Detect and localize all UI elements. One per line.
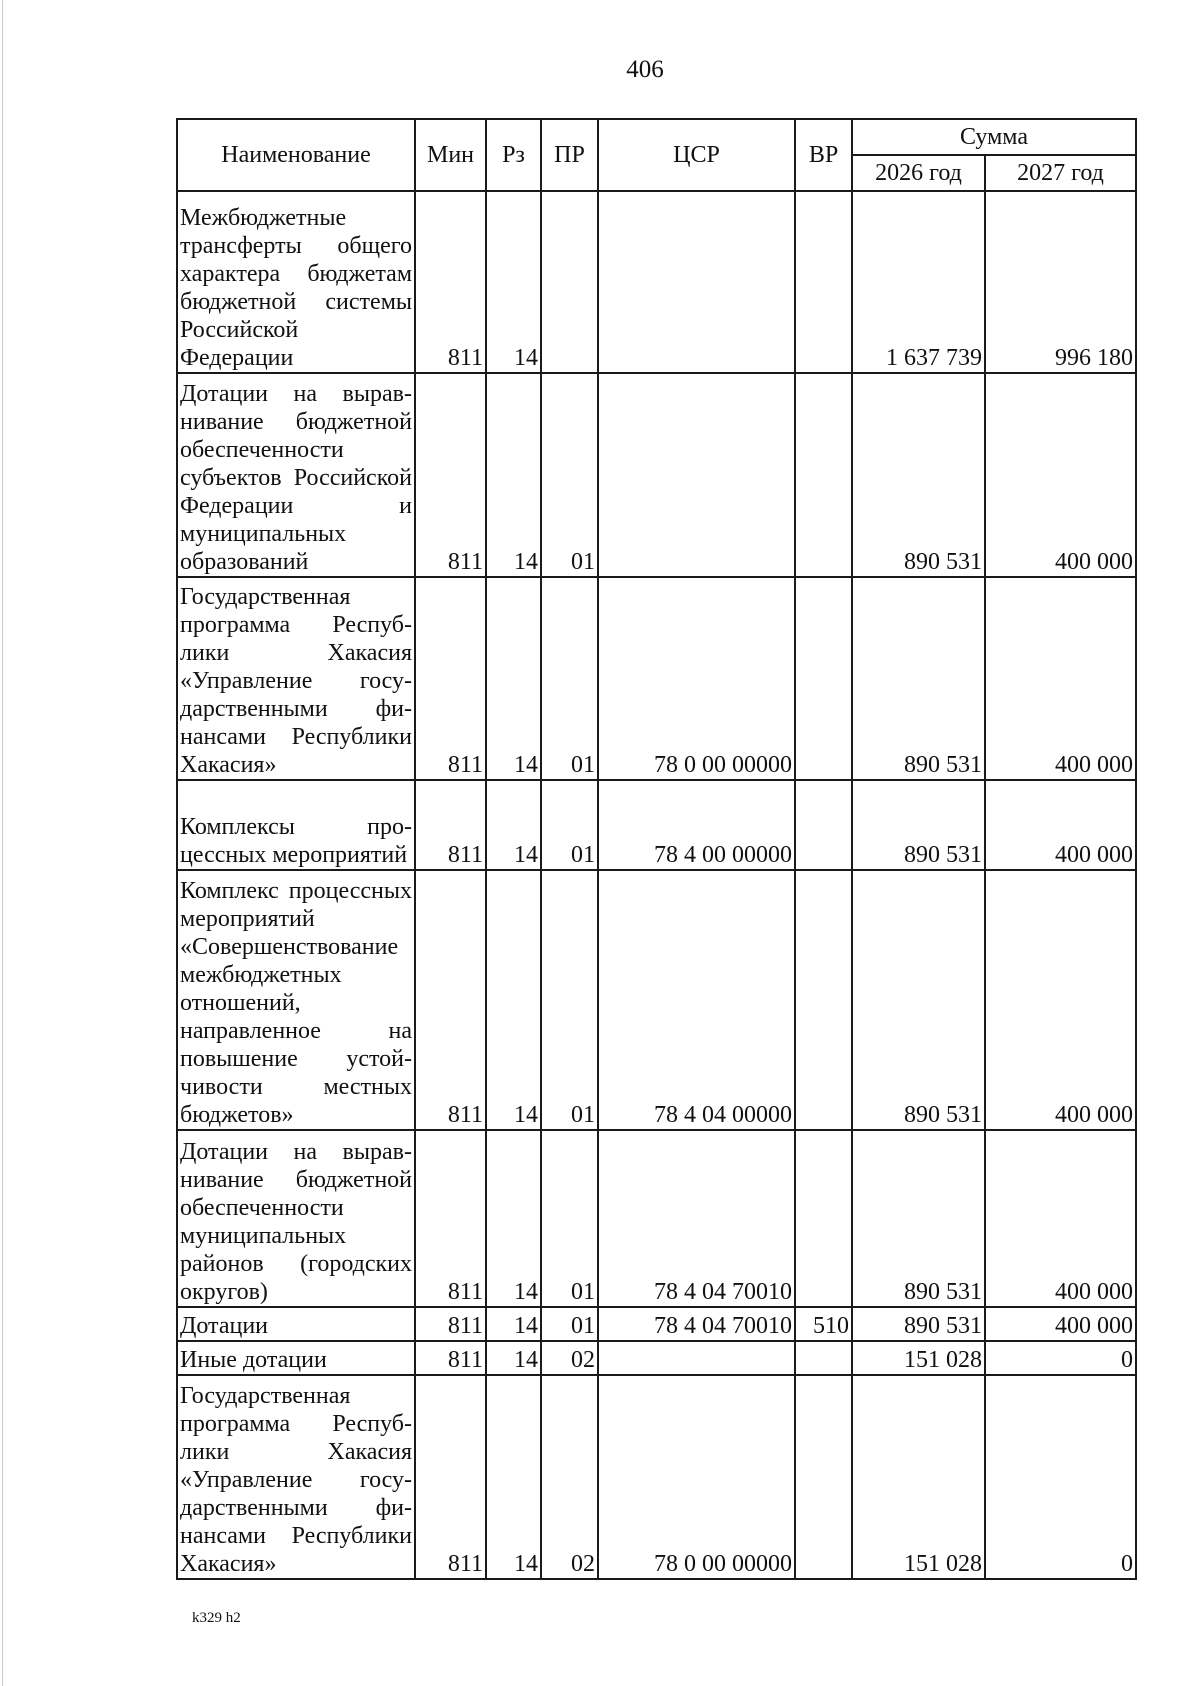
row-sum-2026: 151 028	[852, 1375, 985, 1579]
row-sum-2027: 400 000	[985, 1307, 1136, 1341]
row-min: 811	[415, 870, 486, 1130]
row-rz: 14	[486, 1307, 541, 1341]
row-min: 811	[415, 373, 486, 577]
page-number: 406	[626, 56, 664, 83]
row-sum-2027: 0	[985, 1375, 1136, 1579]
table-row	[177, 577, 1136, 780]
row-sum-2026: 1 637 739	[852, 191, 985, 373]
row-name: Дотации	[177, 1307, 415, 1341]
row-name: Комплексы процессных мероприятий	[177, 780, 415, 870]
row-vr	[795, 1375, 852, 1579]
row-rz: 14	[486, 577, 541, 780]
table-row	[177, 191, 1136, 373]
header-vr: ВР	[795, 119, 852, 191]
row-name: Государственная программа Республики Хакасия «Управление государственными финансами Республики Хакасия»	[177, 577, 415, 780]
header-sum: Сумма	[852, 119, 1136, 155]
row-csr	[598, 191, 795, 373]
row-name: Дотации на выравнивание бюджетной обеспеченности субъектов Российской Федерации и муниципальных образований	[177, 373, 415, 577]
row-pr: 01	[541, 1307, 598, 1341]
row-name: Дотации на выравнивание бюджетной обеспеченности муниципальных районов (городских округов)	[177, 1130, 415, 1307]
table-row	[177, 1307, 1136, 1341]
row-min: 811	[415, 780, 486, 870]
row-sum-2026: 890 531	[852, 373, 985, 577]
row-min: 811	[415, 1307, 486, 1341]
row-pr: 01	[541, 1130, 598, 1307]
budget-table	[176, 118, 1137, 1580]
row-sum-2026: 890 531	[852, 1130, 985, 1307]
row-csr: 78 4 04 70010	[598, 1130, 795, 1307]
row-pr: 01	[541, 870, 598, 1130]
row-name: Межбюджетные трансферты общего характера бюджетам бюджетной системы Российской Федерации	[177, 191, 415, 373]
row-pr: 01	[541, 780, 598, 870]
row-csr: 78 4 00 00000	[598, 780, 795, 870]
row-rz: 14	[486, 191, 541, 373]
row-sum-2027: 400 000	[985, 780, 1136, 870]
row-vr	[795, 870, 852, 1130]
row-sum-2027: 400 000	[985, 373, 1136, 577]
row-sum-2026: 890 531	[852, 577, 985, 780]
row-csr: 78 4 04 00000	[598, 870, 795, 1130]
row-pr	[541, 191, 598, 373]
row-rz: 14	[486, 1375, 541, 1579]
table-row	[177, 780, 1136, 870]
row-name: Иные дотации	[177, 1341, 415, 1375]
row-sum-2027: 996 180	[985, 191, 1136, 373]
row-csr	[598, 1341, 795, 1375]
header-name: Наименование	[177, 119, 415, 191]
row-sum-2027: 400 000	[985, 870, 1136, 1130]
row-csr: 78 0 00 00000	[598, 577, 795, 780]
table-header-row	[177, 119, 1136, 155]
row-pr: 01	[541, 577, 598, 780]
header-min: Мин	[415, 119, 486, 191]
row-pr: 01	[541, 373, 598, 577]
row-min: 811	[415, 1341, 486, 1375]
row-rz: 14	[486, 1130, 541, 1307]
row-name: Комплекс процессных мероприятий «Совершенствование межбюджетных отношений, направленное на повышение устойчивости местных бюджетов»	[177, 870, 415, 1130]
row-min: 811	[415, 577, 486, 780]
header-csr: ЦСР	[598, 119, 795, 191]
row-sum-2027: 400 000	[985, 1130, 1136, 1307]
row-pr: 02	[541, 1375, 598, 1579]
table-row	[177, 870, 1136, 1130]
row-sum-2026: 890 531	[852, 780, 985, 870]
row-vr	[795, 191, 852, 373]
row-sum-2026: 890 531	[852, 1307, 985, 1341]
table-row	[177, 373, 1136, 577]
row-pr: 02	[541, 1341, 598, 1375]
table-row	[177, 1375, 1136, 1579]
header-year-2026: 2026 год	[852, 155, 985, 191]
row-csr: 78 0 00 00000	[598, 1375, 795, 1579]
table-row	[177, 1130, 1136, 1307]
footer-document-code: k329 h2	[192, 1610, 241, 1626]
row-vr	[795, 780, 852, 870]
row-min: 811	[415, 1375, 486, 1579]
header-pr: ПР	[541, 119, 598, 191]
row-sum-2026: 151 028	[852, 1341, 985, 1375]
row-sum-2027: 0	[985, 1341, 1136, 1375]
header-rz: Рз	[486, 119, 541, 191]
row-sum-2027: 400 000	[985, 577, 1136, 780]
page-left-edge	[2, 0, 3, 1686]
row-rz: 14	[486, 780, 541, 870]
row-sum-2026: 890 531	[852, 870, 985, 1130]
row-vr	[795, 1130, 852, 1307]
row-rz: 14	[486, 1341, 541, 1375]
row-name: Государственная программа Республики Хакасия «Управление государственными финансами Республики Хакасия»	[177, 1375, 415, 1579]
row-vr: 510	[795, 1307, 852, 1341]
row-min: 811	[415, 191, 486, 373]
row-rz: 14	[486, 373, 541, 577]
row-vr	[795, 577, 852, 780]
header-year-2027: 2027 год	[985, 155, 1136, 191]
row-rz: 14	[486, 870, 541, 1130]
row-vr	[795, 373, 852, 577]
row-csr	[598, 373, 795, 577]
row-csr: 78 4 04 70010	[598, 1307, 795, 1341]
table-row	[177, 1341, 1136, 1375]
row-min: 811	[415, 1130, 486, 1307]
row-vr	[795, 1341, 852, 1375]
